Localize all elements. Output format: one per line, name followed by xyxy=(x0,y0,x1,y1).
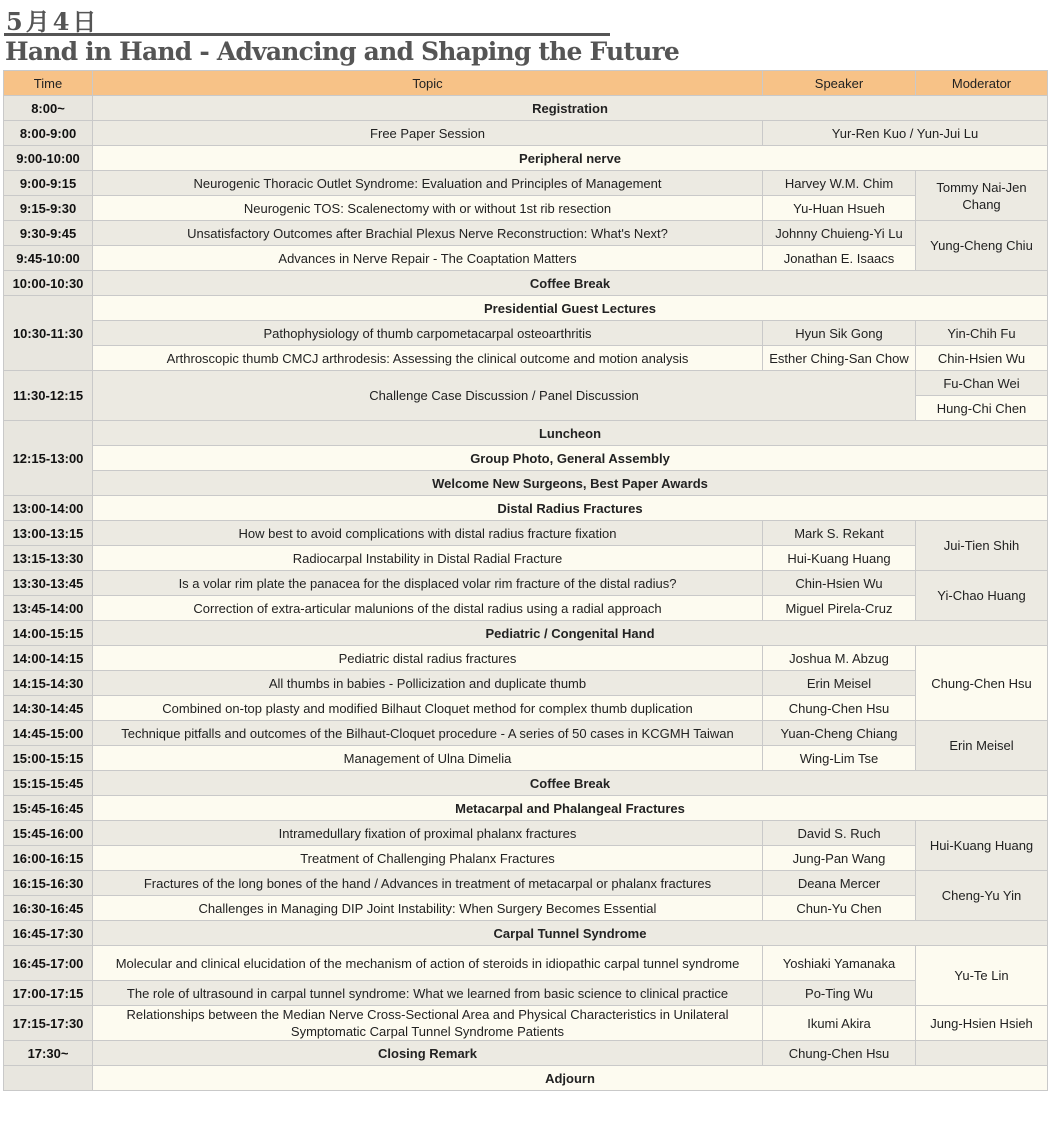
section-cell: Carpal Tunnel Syndrome xyxy=(93,921,1048,946)
table-row xyxy=(4,596,1048,621)
time-cell: 16:30-16:45 xyxy=(4,896,93,921)
table-row xyxy=(4,1066,1048,1091)
moderator-cell: Tommy Nai-Jen Chang xyxy=(916,171,1048,221)
time-cell: 15:00-15:15 xyxy=(4,746,93,771)
speaker-cell: Mark S. Rekant xyxy=(763,521,916,546)
speaker-cell: Yur-Ren Kuo / Yun-Jui Lu xyxy=(763,121,1048,146)
section-cell: Presidential Guest Lectures xyxy=(93,296,1048,321)
speaker-cell: Esther Ching-San Chow xyxy=(763,346,916,371)
topic-cell: Neurogenic Thoracic Outlet Syndrome: Evaluation and Principles of Management xyxy=(93,171,763,196)
table-row xyxy=(4,771,1048,796)
time-cell: 14:30-14:45 xyxy=(4,696,93,721)
moderator-cell: Yu-Te Lin xyxy=(916,946,1048,1006)
section-cell: Closing Remark xyxy=(93,1041,763,1066)
time-cell: 11:30-12:15 xyxy=(4,371,93,421)
speaker-cell: Yuan-Cheng Chiang xyxy=(763,721,916,746)
speaker-cell: Erin Meisel xyxy=(763,671,916,696)
topic-cell: Technique pitfalls and outcomes of the Bilhaut-Cloquet procedure - A series of 50 cases in KCGMH Taiwan xyxy=(93,721,763,746)
time-cell: 16:45-17:00 xyxy=(4,946,93,981)
speaker-cell: Hui-Kuang Huang xyxy=(763,546,916,571)
schedule-table xyxy=(3,70,1048,1091)
time-cell: 14:00-15:15 xyxy=(4,621,93,646)
table-row xyxy=(4,496,1048,521)
time-cell: 16:00-16:15 xyxy=(4,846,93,871)
speaker-cell: Chun-Yu Chen xyxy=(763,896,916,921)
speaker-cell: Ikumi Akira xyxy=(763,1006,916,1041)
col-header-time: Time xyxy=(4,71,93,96)
table-row xyxy=(4,421,1048,446)
table-row xyxy=(4,821,1048,846)
table-row xyxy=(4,321,1048,346)
topic-cell: Challenge Case Discussion / Panel Discussion xyxy=(93,371,916,421)
time-cell: 14:45-15:00 xyxy=(4,721,93,746)
section-cell: Registration xyxy=(93,96,1048,121)
table-row xyxy=(4,146,1048,171)
topic-cell: Free Paper Session xyxy=(93,121,763,146)
topic-cell: Advances in Nerve Repair - The Coaptation Matters xyxy=(93,246,763,271)
time-cell: 9:00-9:15 xyxy=(4,171,93,196)
table-row xyxy=(4,796,1048,821)
time-cell xyxy=(4,1066,93,1091)
moderator-cell: Jung-Hsien Hsieh xyxy=(916,1006,1048,1041)
table-row xyxy=(4,471,1048,496)
table-row xyxy=(4,446,1048,471)
table-row xyxy=(4,946,1048,981)
topic-cell: Management of Ulna Dimelia xyxy=(93,746,763,771)
moderator-cell: Hung-Chi Chen xyxy=(916,396,1048,421)
table-row xyxy=(4,921,1048,946)
time-cell: 14:15-14:30 xyxy=(4,671,93,696)
time-cell: 8:00-9:00 xyxy=(4,121,93,146)
topic-cell: Is a volar rim plate the panacea for the displaced volar rim fracture of the distal radius? xyxy=(93,571,763,596)
section-cell: Coffee Break xyxy=(93,271,1048,296)
col-header-topic: Topic xyxy=(93,71,763,96)
table-row xyxy=(4,346,1048,371)
table-row xyxy=(4,571,1048,596)
speaker-cell: Joshua M. Abzug xyxy=(763,646,916,671)
moderator-cell: Chin-Hsien Wu xyxy=(916,346,1048,371)
table-row xyxy=(4,896,1048,921)
topic-cell: Molecular and clinical elucidation of the mechanism of action of steroids in idiopathic carpal tunnel syndrome xyxy=(93,946,763,981)
table-row xyxy=(4,646,1048,671)
time-cell: 17:00-17:15 xyxy=(4,981,93,1006)
time-cell: 14:00-14:15 xyxy=(4,646,93,671)
section-cell: Adjourn xyxy=(93,1066,1048,1091)
speaker-cell: Johnny Chuieng-Yi Lu xyxy=(763,221,916,246)
moderator-cell xyxy=(916,1041,1048,1066)
moderator-cell: Erin Meisel xyxy=(916,721,1048,771)
topic-cell: Correction of extra-articular malunions of the distal radius using a radial approach xyxy=(93,596,763,621)
time-cell: 9:15-9:30 xyxy=(4,196,93,221)
speaker-cell: Deana Mercer xyxy=(763,871,916,896)
topic-cell: Treatment of Challenging Phalanx Fractures xyxy=(93,846,763,871)
speaker-cell: Yoshiaki Yamanaka xyxy=(763,946,916,981)
time-cell: 16:15-16:30 xyxy=(4,871,93,896)
section-cell: Distal Radius Fractures xyxy=(93,496,1048,521)
topic-cell: Radiocarpal Instability in Distal Radial Fracture xyxy=(93,546,763,571)
moderator-cell: Jui-Tien Shih xyxy=(916,521,1048,571)
table-row xyxy=(4,171,1048,196)
time-cell: 17:30~ xyxy=(4,1041,93,1066)
speaker-cell: Po-Ting Wu xyxy=(763,981,916,1006)
topic-cell: Neurogenic TOS: Scalenectomy with or without 1st rib resection xyxy=(93,196,763,221)
speaker-cell: Harvey W.M. Chim xyxy=(763,171,916,196)
section-cell: Welcome New Surgeons, Best Paper Awards xyxy=(93,471,1048,496)
topic-cell: Arthroscopic thumb CMCJ arthrodesis: Assessing the clinical outcome and motion analysis xyxy=(93,346,763,371)
table-row xyxy=(4,221,1048,246)
table-row xyxy=(4,671,1048,696)
col-header-moderator: Moderator xyxy=(916,71,1048,96)
section-cell: Pediatric / Congenital Hand xyxy=(93,621,1048,646)
moderator-cell: Yung-Cheng Chiu xyxy=(916,221,1048,271)
table-row xyxy=(4,371,1048,396)
time-cell: 12:15-13:00 xyxy=(4,421,93,496)
time-cell: 10:30-11:30 xyxy=(4,296,93,371)
time-cell: 13:30-13:45 xyxy=(4,571,93,596)
speaker-cell: Hyun Sik Gong xyxy=(763,321,916,346)
time-cell: 9:00-10:00 xyxy=(4,146,93,171)
topic-cell: Unsatisfactory Outcomes after Brachial Plexus Nerve Reconstruction: What's Next? xyxy=(93,221,763,246)
title-rule xyxy=(4,33,610,36)
time-cell: 13:00-13:15 xyxy=(4,521,93,546)
time-cell: 8:00~ xyxy=(4,96,93,121)
time-cell: 9:30-9:45 xyxy=(4,221,93,246)
speaker-cell: Wing-Lim Tse xyxy=(763,746,916,771)
time-cell: 15:45-16:45 xyxy=(4,796,93,821)
topic-cell: Pathophysiology of thumb carpometacarpal osteoarthritis xyxy=(93,321,763,346)
topic-cell: The role of ultrasound in carpal tunnel syndrome: What we learned from basic science to clinical practice xyxy=(93,981,763,1006)
moderator-cell: Chung-Chen Hsu xyxy=(916,646,1048,721)
time-cell: 15:15-15:45 xyxy=(4,771,93,796)
table-row xyxy=(4,296,1048,321)
table-row xyxy=(4,871,1048,896)
table-row xyxy=(4,621,1048,646)
table-row xyxy=(4,246,1048,271)
speaker-cell: Chung-Chen Hsu xyxy=(763,696,916,721)
section-cell: Metacarpal and Phalangeal Fractures xyxy=(93,796,1048,821)
moderator-cell: Fu-Chan Wei xyxy=(916,371,1048,396)
section-cell: Luncheon xyxy=(93,421,1048,446)
topic-cell: Intramedullary fixation of proximal phalanx fractures xyxy=(93,821,763,846)
page-header xyxy=(0,0,1050,70)
moderator-cell: Yi-Chao Huang xyxy=(916,571,1048,621)
time-cell: 13:15-13:30 xyxy=(4,546,93,571)
topic-cell: Pediatric distal radius fractures xyxy=(93,646,763,671)
section-cell: Peripheral nerve xyxy=(93,146,1048,171)
page-title: Hand in Hand - Advancing and Shaping the Future xyxy=(5,37,680,66)
time-cell: 15:45-16:00 xyxy=(4,821,93,846)
time-cell: 10:00-10:30 xyxy=(4,271,93,296)
speaker-cell: Yu-Huan Hsueh xyxy=(763,196,916,221)
table-row xyxy=(4,546,1048,571)
time-cell: 13:45-14:00 xyxy=(4,596,93,621)
table-row xyxy=(4,271,1048,296)
section-cell: Group Photo, General Assembly xyxy=(93,446,1048,471)
speaker-cell: Chung-Chen Hsu xyxy=(763,1041,916,1066)
time-cell: 13:00-14:00 xyxy=(4,496,93,521)
time-cell: 17:15-17:30 xyxy=(4,1006,93,1041)
time-cell: 9:45-10:00 xyxy=(4,246,93,271)
table-row xyxy=(4,746,1048,771)
section-cell: Coffee Break xyxy=(93,771,1048,796)
table-row xyxy=(4,121,1048,146)
moderator-cell: Cheng-Yu Yin xyxy=(916,871,1048,921)
topic-cell: All thumbs in babies - Pollicization and duplicate thumb xyxy=(93,671,763,696)
table-row xyxy=(4,96,1048,121)
col-header-speaker: Speaker xyxy=(763,71,916,96)
date-heading: 5月4日 xyxy=(6,7,100,36)
moderator-cell: Yin-Chih Fu xyxy=(916,321,1048,346)
speaker-cell: Chin-Hsien Wu xyxy=(763,571,916,596)
speaker-cell: David S. Ruch xyxy=(763,821,916,846)
topic-cell: Fractures of the long bones of the hand / Advances in treatment of metacarpal or phalanx fractures xyxy=(93,871,763,896)
table-row xyxy=(4,696,1048,721)
table-row xyxy=(4,521,1048,546)
table-header-row xyxy=(4,71,1048,96)
topic-cell: How best to avoid complications with distal radius fracture fixation xyxy=(93,521,763,546)
table-row xyxy=(4,981,1048,1006)
table-row xyxy=(4,846,1048,871)
table-row xyxy=(4,196,1048,221)
topic-cell: Challenges in Managing DIP Joint Instability: When Surgery Becomes Essential xyxy=(93,896,763,921)
speaker-cell: Jung-Pan Wang xyxy=(763,846,916,871)
speaker-cell: Jonathan E. Isaacs xyxy=(763,246,916,271)
table-row xyxy=(4,1006,1048,1041)
topic-cell: Relationships between the Median Nerve Cross-Sectional Area and Physical Characteristics in Unilateral Symptomatic Carpal Tunnel Syndrome Patients xyxy=(93,1006,763,1041)
table-row xyxy=(4,721,1048,746)
time-cell: 16:45-17:30 xyxy=(4,921,93,946)
topic-cell: Combined on-top plasty and modified Bilhaut Cloquet method for complex thumb duplication xyxy=(93,696,763,721)
speaker-cell: Miguel Pirela-Cruz xyxy=(763,596,916,621)
table-row xyxy=(4,1041,1048,1066)
moderator-cell: Hui-Kuang Huang xyxy=(916,821,1048,871)
